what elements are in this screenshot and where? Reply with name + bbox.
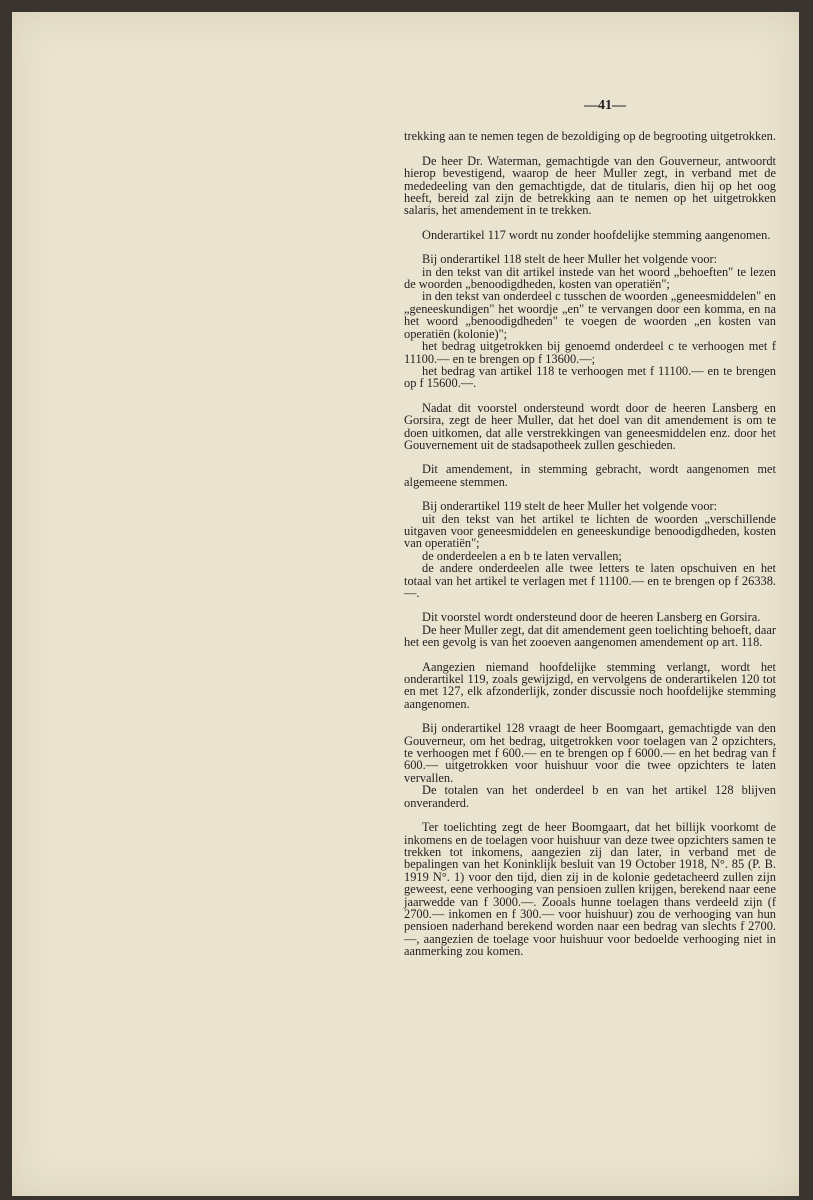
text-column xyxy=(404,100,776,970)
amendment-118-line: het bedrag van artikel 118 te verhoogen met f 11100.— en te brengen op f 15600.—. xyxy=(404,363,776,391)
amendment-119-line: de onderdeelen a en b te laten vervallen; xyxy=(422,548,622,563)
amendment-118 xyxy=(404,253,776,389)
paragraph-2: De heer Dr. Waterman, gemachtigde van den Gouverneur, antwoordt hierop bevestigend, waarop de heer Muller zegt, in verband met de mededeeling van den gemachtigde, dat de titularis, dien hij op het oog heeft, bereid zal zijn de betrekking aan te nemen op het uitgetrokken salaris, het amendement in te trekken. xyxy=(404,153,776,218)
amendment-118-line: het bedrag uitgetrokken bij genoemd onderdeel c te verhoogen met f 11100.— en te brengen op f 13600.—; xyxy=(404,339,776,366)
paragraph-5: Dit amendement, in stemming gebracht, wordt aangenomen met algemeene stemmen. xyxy=(404,462,776,489)
amendment-118-line: in den tekst van dit artikel instede van het woord „behoeften" te lezen de woorden „benoodigdheden, kosten van operatiën"; xyxy=(404,264,776,292)
paragraph-4: Nadat dit voorstel ondersteund wordt door de heeren Lansberg en Gorsira, zegt de heer Muller, dat het doel van dit amendement is om te doen uitkomen, dat alle verstrekkingen van geneesmiddelen enz. door het Gouvernement uit de stadsapotheek zullen geschieden. xyxy=(404,400,776,452)
paragraph-1: trekking aan te nemen tegen de bezoldiging op de begrooting uitgetrokken. xyxy=(404,129,776,144)
support-119 xyxy=(404,611,776,648)
article-128-line: Bij onderartikel 128 vraagt de heer Boomgaart, gemachtigde van den Gouverneur, om het bedrag, uitgetrokken voor toelagen van 2 opzichters, te verhoogen met f 600.— en te brengen op f 6000.— en het bedrag van f 600.— uitgetrokken voor huishuur voor die twee opzichters te laten vervallen. xyxy=(404,721,776,785)
amendment-118-line: Bij onderartikel 118 stelt de heer Muller het volgende voor: xyxy=(422,252,718,267)
paragraph-3: Onderartikel 117 wordt nu zonder hoofdelijke stemming aangenomen. xyxy=(422,227,771,242)
support-line: De heer Muller zegt, dat dit amendement geen toelichting behoeft, daar het een gevolg is van het zooeven aangenomen amendement op art. 118. xyxy=(404,622,776,650)
amendment-119-line: de andere onderdeelen alle twee letters te laten opschuiven en het totaal van het artikel te verlagen met f 11100.— en te brengen op f 26338.—. xyxy=(404,561,776,600)
amendment-119-line: uit den tekst van het artikel te lichten de woorden „verschillende uitgaven voor geneesmiddelen en geneeskundige benoodigdheden, kosten van operatiën"; xyxy=(404,511,776,551)
paragraph-7: Ter toelichting zegt de heer Boomgaart, dat het billijk voorkomt de inkomens en de toelagen voor huishuur van deze twee opzichters samen te trekken tot inkomens, aangezien zij dan later, in verband met de bepalingen van het Koninklijk besluit van 19 October 1918, N°. 85 (P. B. 1919 N°. 1) voor den tijd, dien zij in de kolonie gedetacheerd zullen zijn geweest, eene verhooging van pensioen zullen krijgen, berekend naar eene jaarwedde van f 3000.—. Zooals hunne toelagen thans verdeeld zijn (f 2700.— inkomen en f 300.— voor huishuur) zou de verhooging van hun pensioen naderhand berekend worden naar een bedrag van slechts f 2700.—, aangezien de toelage voor huishuur voor bedoelde verhooging niet in aanmerking zou komen. xyxy=(404,820,776,959)
page-number: —41— xyxy=(584,98,626,113)
amendment-118-line: in den tekst van onderdeel c tusschen de woorden „geneesmiddelen" en „geneeskundigen" het woordje „en" te vervangen door een komma, en na het woord „benoodigdheden" te voegen de woorden „en kosten van operatiën (kolonie)"; xyxy=(404,289,776,341)
article-128-line: De totalen van het onderdeel b en van het artikel 128 blijven onveranderd. xyxy=(404,783,776,810)
document-page xyxy=(12,12,799,1196)
amendment-119 xyxy=(404,500,776,599)
amendment-119-line: Bij onderartikel 119 stelt de heer Muller het volgende voor: xyxy=(422,499,718,514)
article-128 xyxy=(404,722,776,809)
support-line: Dit voorstel wordt ondersteund door de heeren Lansberg en Gorsira. xyxy=(422,610,761,625)
paragraph-6: Aangezien niemand hoofdelijke stemming verlangt, wordt het onderartikel 119, zoals gewijzigd, en vervolgens de onderartikelen 120 tot en met 127, elk afzonderlijk, zonder discussie noch hoofdelijke stemming aangenomen. xyxy=(404,659,776,711)
